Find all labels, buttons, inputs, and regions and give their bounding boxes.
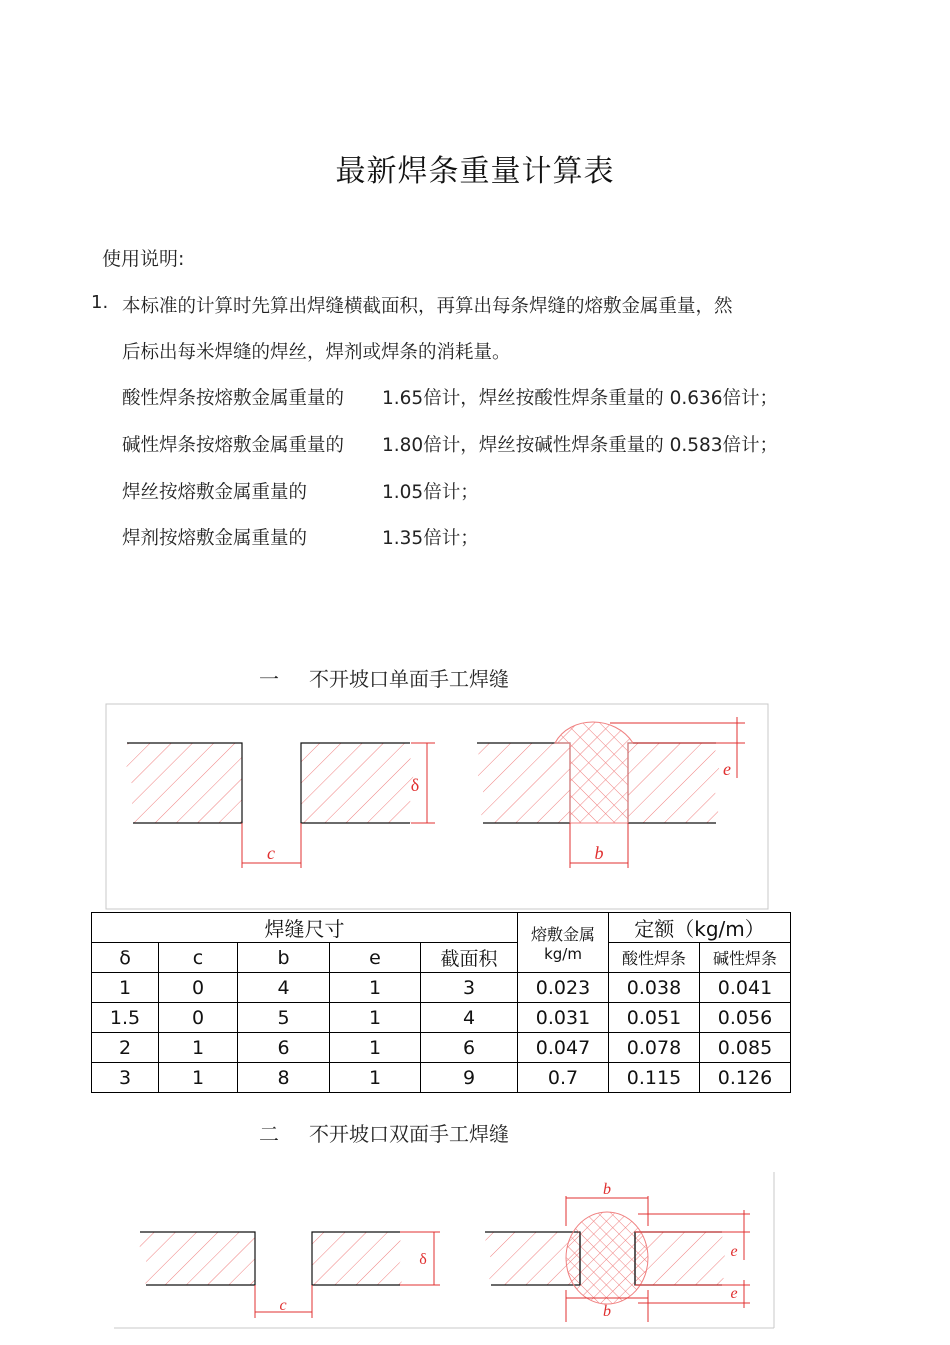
table-cell: 6	[421, 1033, 518, 1063]
table-cell: 2	[92, 1033, 159, 1063]
table-cell: 1	[330, 1033, 421, 1063]
table-cell: 0.056	[700, 1003, 791, 1033]
right-plate-hatch	[312, 1232, 403, 1285]
paragraph-line-1: 本标准的计算时先算出焊缝横截面积，再算出每条焊缝的熔敷金属重量，然	[122, 296, 733, 317]
column-header: 碱性焊条	[700, 943, 791, 973]
table-cell: 0.085	[700, 1033, 791, 1063]
left-plate-hatch	[140, 1232, 255, 1285]
table-cell: 3	[421, 973, 518, 1003]
column-header: 截面积	[421, 943, 518, 973]
header-deposit-metal	[518, 913, 609, 973]
e-bottom-label: e	[730, 1285, 738, 1302]
welded-right-plate-hatch	[628, 743, 720, 823]
rule-value: 1.35倍计；	[382, 528, 479, 549]
table-cell: 1	[159, 1033, 238, 1063]
rule-label: 焊剂按熔敷金属重量的	[122, 528, 308, 549]
diagram-single-sided-weld	[105, 703, 770, 911]
column-header: 酸性焊条	[609, 943, 700, 973]
table-cell: 0.051	[609, 1003, 700, 1033]
delta-label: δ	[419, 1251, 427, 1268]
table-cell: 4	[421, 1003, 518, 1033]
column-header: c	[159, 943, 238, 973]
section-1-title	[259, 663, 509, 692]
b-top-label: b	[603, 1181, 611, 1198]
section-name: 不开坡口双面手工焊缝	[309, 1122, 509, 1146]
rule-label: 酸性焊条按熔敷金属重量的	[122, 388, 345, 409]
header-quota: 定额（kg/m）	[609, 913, 791, 943]
table-row	[92, 973, 791, 1003]
weld-quota-table	[91, 912, 791, 1093]
rule-label: 焊丝按熔敷金属重量的	[122, 482, 308, 503]
rule-basic-electrode	[122, 431, 778, 457]
table-cell: 0.038	[609, 973, 700, 1003]
e-top-label: e	[730, 1243, 738, 1260]
welded-left-plate-hatch	[477, 743, 570, 823]
rule-wire	[122, 478, 479, 504]
table-cell: 1.5	[92, 1003, 159, 1033]
table-cell: 3	[92, 1063, 159, 1093]
b-label: b	[594, 843, 604, 863]
diagram-double-sided-weld	[110, 1170, 778, 1335]
table-cell: 0.078	[609, 1033, 700, 1063]
table-cell: 0.031	[518, 1003, 609, 1033]
table-cell: 1	[92, 973, 159, 1003]
table-cell: 0.115	[609, 1063, 700, 1093]
paragraph-line-2: 后标出每米焊缝的焊丝，焊剂或焊条的消耗量。	[122, 342, 511, 363]
column-header: δ	[92, 943, 159, 973]
section-name: 不开坡口单面手工焊缝	[309, 667, 509, 691]
table-cell: 0.126	[700, 1063, 791, 1093]
right-plate-hatch	[301, 743, 414, 823]
table-cell: 6	[238, 1033, 330, 1063]
header-deposit-label: 熔敷金属	[530, 925, 595, 944]
table-cell: 0.7	[518, 1063, 609, 1093]
c-label: c	[267, 843, 275, 863]
table-cell: 9	[421, 1063, 518, 1093]
rule-label: 碱性焊条按熔敷金属重量的	[122, 435, 345, 456]
column-header: b	[238, 943, 330, 973]
c-label: c	[279, 1297, 287, 1314]
header-deposit-unit: kg/m	[544, 945, 582, 963]
page-title: 最新焊条重量计算表	[335, 154, 615, 189]
table-cell: 0	[159, 1003, 238, 1033]
section-number: 二	[259, 1122, 279, 1146]
table-cell: 5	[238, 1003, 330, 1033]
table-row	[92, 1063, 791, 1093]
e-label: e	[723, 759, 731, 779]
table-cell: 8	[238, 1063, 330, 1093]
section-2-title	[259, 1118, 509, 1147]
column-header: e	[330, 943, 421, 973]
table-cell: 1	[330, 1063, 421, 1093]
table-cell: 0.023	[518, 973, 609, 1003]
rule-value: 1.05倍计；	[382, 482, 479, 503]
rule-value: 1.80倍计，焊丝按碱性焊条重量的 0.583倍计；	[382, 435, 779, 456]
rule-acid-electrode	[122, 384, 778, 410]
rule-flux	[122, 524, 479, 550]
weld-bead	[566, 1212, 648, 1304]
table-row	[92, 1033, 791, 1063]
left-plate-hatch	[127, 743, 242, 823]
rule-value: 1.65倍计，焊丝按酸性焊条重量的 0.636倍计；	[382, 388, 779, 409]
delta-label: δ	[410, 775, 420, 795]
table-cell: 1	[330, 1003, 421, 1033]
table-row	[92, 1003, 791, 1033]
section-number: 一	[259, 667, 279, 691]
item-number: 1.	[91, 292, 109, 313]
table-cell: 1	[330, 973, 421, 1003]
b-bottom-label: b	[603, 1303, 611, 1320]
usage-heading: 使用说明:	[102, 248, 185, 270]
table-cell: 4	[238, 973, 330, 1003]
table-cell: 0.047	[518, 1033, 609, 1063]
table-cell: 1	[159, 1063, 238, 1093]
header-weld-size: 焊缝尺寸	[92, 913, 518, 943]
table-cell: 0	[159, 973, 238, 1003]
table-cell: 0.041	[700, 973, 791, 1003]
